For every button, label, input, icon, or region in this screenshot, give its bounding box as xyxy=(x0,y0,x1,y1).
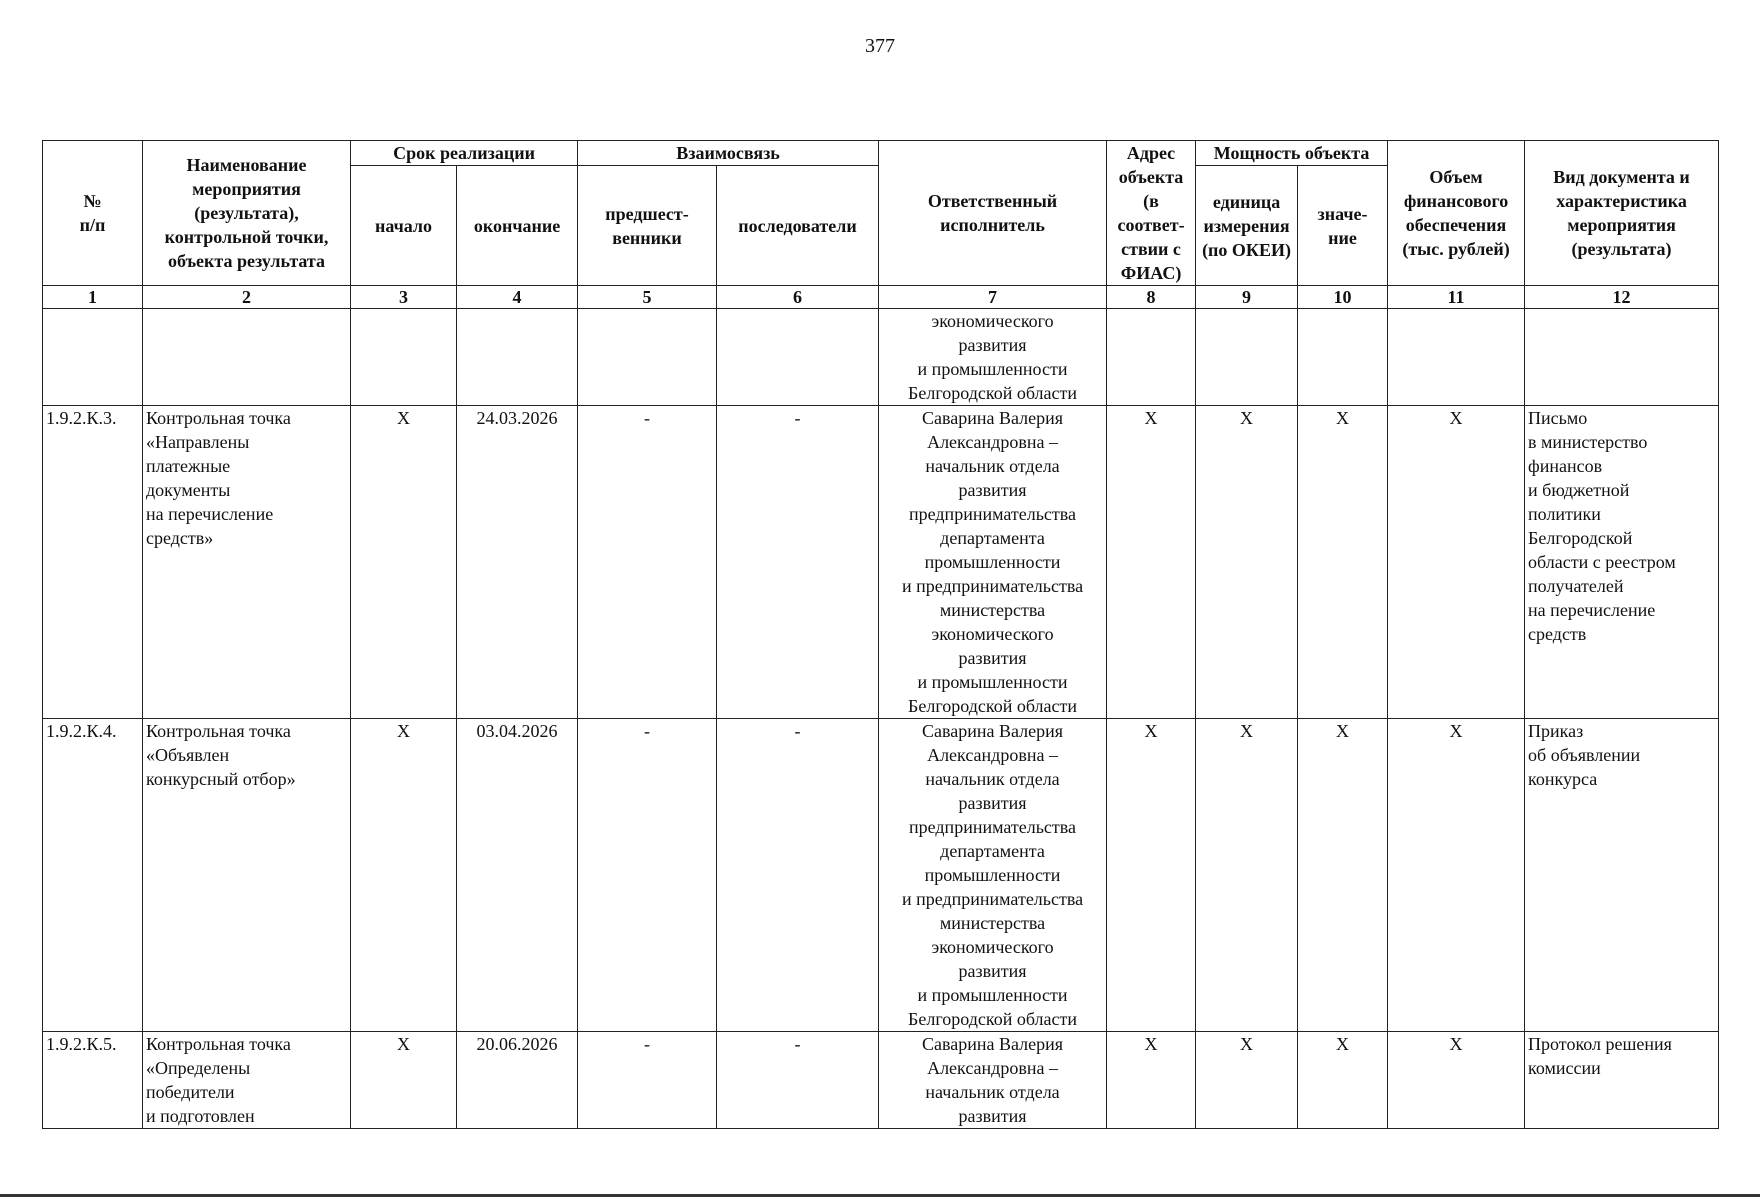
row-value xyxy=(1298,309,1388,406)
row-number: 1.9.2.К.5. xyxy=(43,1032,143,1129)
row-address: Х xyxy=(1107,1032,1196,1129)
row-finance: Х xyxy=(1388,406,1525,719)
page-bottom-rule xyxy=(0,1194,1760,1197)
column-number: 11 xyxy=(1388,286,1525,309)
row-unit: Х xyxy=(1196,406,1298,719)
row-name xyxy=(143,309,351,406)
header-period: Срок реализации xyxy=(351,141,578,166)
row-successors: - xyxy=(717,406,879,719)
row-predecessors: - xyxy=(578,719,717,1032)
page-number: 377 xyxy=(865,35,895,57)
column-number-row xyxy=(43,286,1719,309)
row-number: 1.9.2.К.3. xyxy=(43,406,143,719)
column-number: 5 xyxy=(578,286,717,309)
header-unit: единица измерения (по ОКЕИ) xyxy=(1196,166,1298,286)
row-start: Х xyxy=(351,719,457,1032)
plan-table xyxy=(42,140,1719,1129)
column-number: 6 xyxy=(717,286,879,309)
row-start: Х xyxy=(351,406,457,719)
header-executor: Ответственный исполнитель xyxy=(879,141,1107,286)
row-number: 1.9.2.К.4. xyxy=(43,719,143,1032)
row-doc: Письмо в министерство финансов и бюджетной политики Белгородской области с реестром получателей на перечисление средств xyxy=(1525,406,1719,719)
header-relation: Взаимосвязь xyxy=(578,141,879,166)
row-successors xyxy=(717,309,879,406)
header-group-row xyxy=(43,141,1719,166)
row-number xyxy=(43,309,143,406)
row-value: Х xyxy=(1298,719,1388,1032)
row-name: Контрольная точка «Объявлен конкурсный отбор» xyxy=(143,719,351,1032)
row-executor: экономического развития и промышленности Белгородской области xyxy=(879,309,1107,406)
table-row xyxy=(43,1032,1719,1129)
column-number: 8 xyxy=(1107,286,1196,309)
column-number: 7 xyxy=(879,286,1107,309)
header-name: Наименование мероприятия (результата), контрольной точки, объекта результата xyxy=(143,141,351,286)
row-value: Х xyxy=(1298,1032,1388,1129)
row-finance xyxy=(1388,309,1525,406)
header-doc-type: Вид документа и характеристика мероприятия (результата) xyxy=(1525,141,1719,286)
table-row xyxy=(43,406,1719,719)
row-end: 24.03.2026 xyxy=(457,406,578,719)
row-end: 03.04.2026 xyxy=(457,719,578,1032)
row-finance: Х xyxy=(1388,719,1525,1032)
header-finance: Объем финансового обеспечения (тыс. рублей) xyxy=(1388,141,1525,286)
row-finance: Х xyxy=(1388,1032,1525,1129)
header-capacity: Мощность объекта xyxy=(1196,141,1388,166)
row-successors: - xyxy=(717,719,879,1032)
column-number: 10 xyxy=(1298,286,1388,309)
header-address: Адрес объекта (в соответ-ствии с ФИАС) xyxy=(1107,141,1196,286)
row-name: Контрольная точка «Направлены платежные документы на перечисление средств» xyxy=(143,406,351,719)
column-number: 2 xyxy=(143,286,351,309)
row-doc xyxy=(1525,309,1719,406)
header-predecessors: предшест- венники xyxy=(578,166,717,286)
row-doc: Приказ об объявлении конкурса xyxy=(1525,719,1719,1032)
header-value: значе- ние xyxy=(1298,166,1388,286)
row-unit: Х xyxy=(1196,719,1298,1032)
row-predecessors xyxy=(578,309,717,406)
row-address: Х xyxy=(1107,406,1196,719)
table-row xyxy=(43,309,1719,406)
row-unit xyxy=(1196,309,1298,406)
column-number: 4 xyxy=(457,286,578,309)
column-number: 12 xyxy=(1525,286,1719,309)
row-predecessors: - xyxy=(578,406,717,719)
column-number: 1 xyxy=(43,286,143,309)
row-address: Х xyxy=(1107,719,1196,1032)
row-predecessors: - xyxy=(578,1032,717,1129)
row-start: Х xyxy=(351,1032,457,1129)
table-row xyxy=(43,719,1719,1032)
row-doc: Протокол решения комиссии xyxy=(1525,1032,1719,1129)
row-start xyxy=(351,309,457,406)
row-value: Х xyxy=(1298,406,1388,719)
row-executor: Саварина Валерия Александровна – начальник отдела развития xyxy=(879,1032,1107,1129)
row-end: 20.06.2026 xyxy=(457,1032,578,1129)
column-number: 3 xyxy=(351,286,457,309)
header-start: начало xyxy=(351,166,457,286)
row-end xyxy=(457,309,578,406)
row-successors: - xyxy=(717,1032,879,1129)
row-unit: Х xyxy=(1196,1032,1298,1129)
header-successors: последователи xyxy=(717,166,879,286)
header-num: № п/п xyxy=(43,141,143,286)
header-end: окончание xyxy=(457,166,578,286)
row-name: Контрольная точка «Определены победители и подготовлен xyxy=(143,1032,351,1129)
column-number: 9 xyxy=(1196,286,1298,309)
row-address xyxy=(1107,309,1196,406)
row-executor: Саварина Валерия Александровна – начальник отдела развития предпринимательства департамента промышленности и предпринимательства министерства экономического развития и промышленности Белгородской области xyxy=(879,406,1107,719)
row-executor: Саварина Валерия Александровна – начальник отдела развития предпринимательства департамента промышленности и предпринимательства министерства экономического развития и промышленности Белгородской области xyxy=(879,719,1107,1032)
